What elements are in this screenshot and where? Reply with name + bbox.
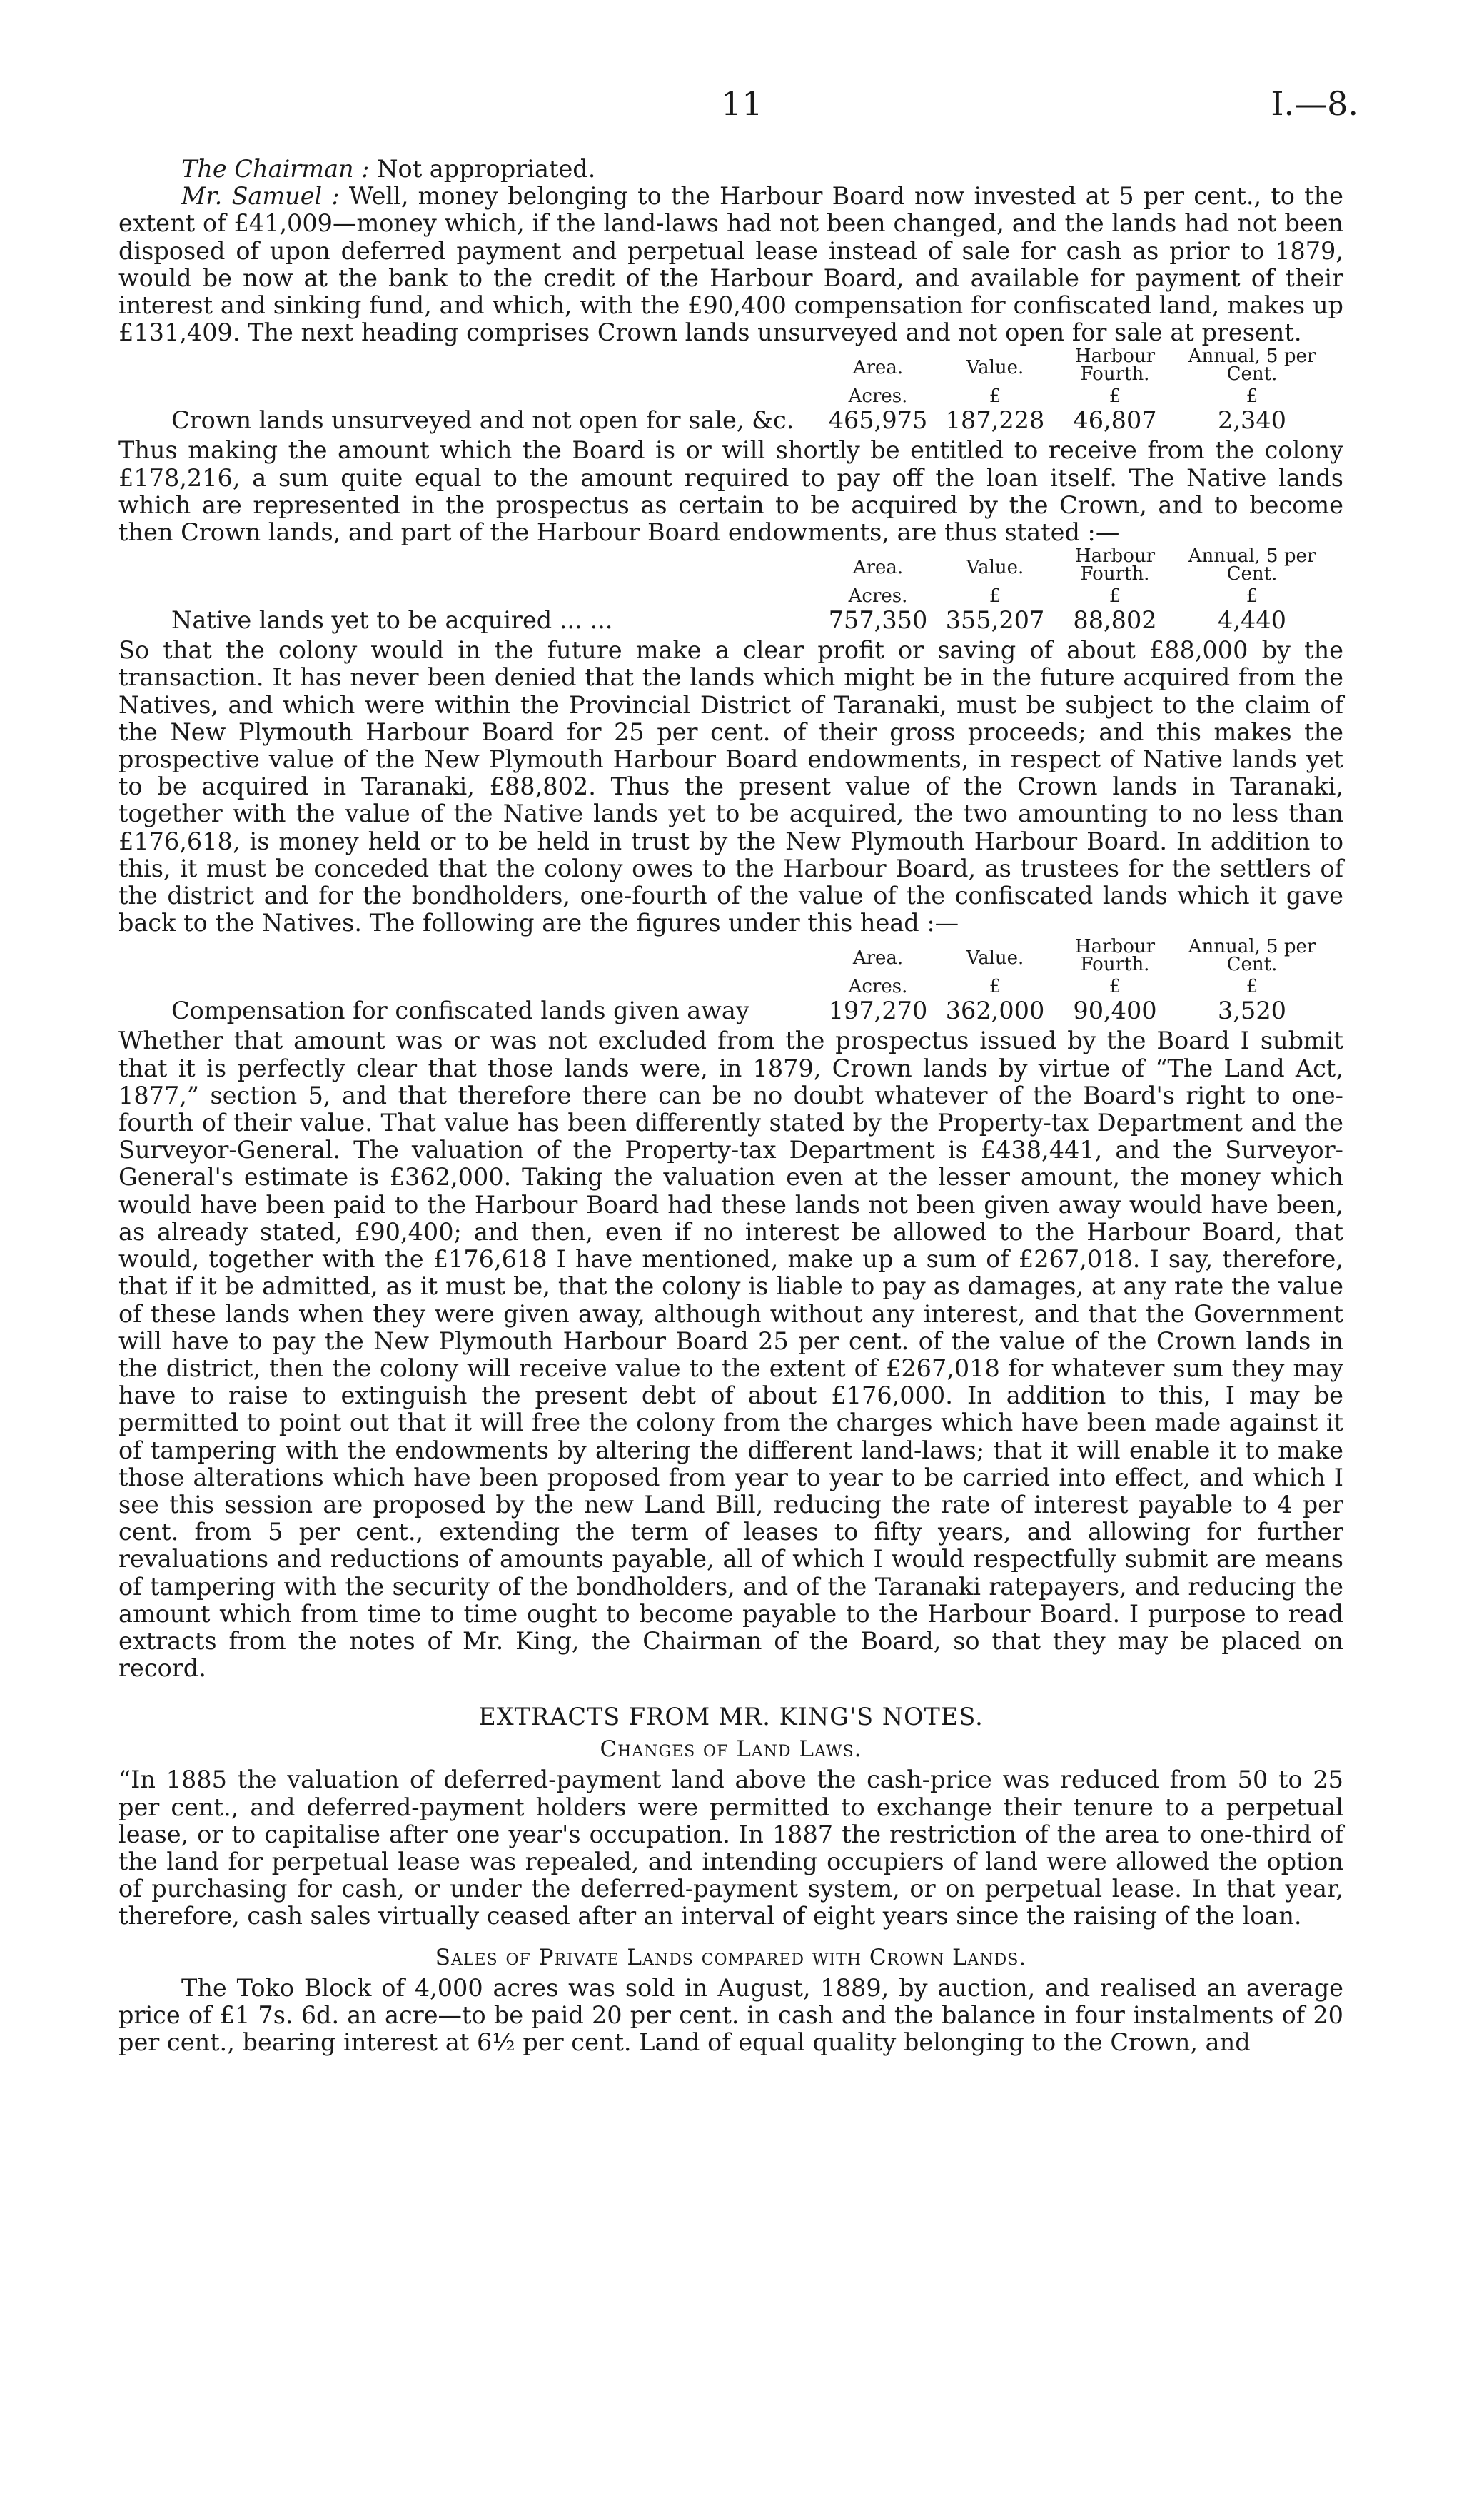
document-reference: I.—8. <box>1271 84 1358 123</box>
row-label: Crown lands unsurveyed and not open for sale, &c. <box>171 406 794 435</box>
unit-area: Acres. <box>848 976 908 998</box>
row-fourth: 46,807 <box>1073 406 1157 435</box>
unit-annual: £ <box>1246 585 1258 608</box>
row-annual: 4,440 <box>1218 606 1286 635</box>
speech-text: Well, money belonging to the Harbour Board now invested at 5 per cent., to the extent of £41,009—money which, if the land-laws had not been changed, and the lands had not been disposed of upon deferred payment and perpetual lease instead of sale for cash as prior to 1879, would be now at the bank to the credit of the Harbour Board, and available for payment of their interest and sinking fund, and which, with the £90,400 compensation for confiscated land, makes up £131,409. The next heading comprises Crown lands unsurveyed and not open for sale at present. <box>118 182 1343 347</box>
unit-value: £ <box>989 585 1001 608</box>
header-value: Value. <box>966 357 1024 379</box>
subsection-heading: Sales of Private Lands compared with Crown Lands. <box>435 1944 1027 1970</box>
compensation-table <box>118 937 1343 1027</box>
header-annual: Annual, 5 per Cent. <box>1188 936 1316 976</box>
unit-annual: £ <box>1246 976 1258 998</box>
header-annual: Annual, 5 per Cent. <box>1188 346 1316 386</box>
page-header <box>0 84 1484 127</box>
header-area: Area. <box>852 357 904 379</box>
header-harbour-fourth: Harbour Fourth. <box>1074 936 1156 976</box>
paragraph: So that the colony would in the future make a clear profit or saving of about £88,000 by the transaction. It has never been denied that the lands which might be in the future acquired from the Natives, and which were within the Provincial District of Taranaki, must be subject to the claim of the New Plymouth Harbour Board for 25 per cent. of their gross proceeds; and this makes the prospective value of the New Plymouth Harbour Board endowments, in respect of Native lands yet to be acquired in Taranaki, £88,802. Thus the present value of the Crown lands in Taranaki, together with the value of the Native lands yet to be acquired, the two amounting to no less than £176,618, is money held or to be held in trust by the New Plymouth Harbour Board. In addition to this, it must be conceded that the colony owes to the Harbour Board, as trustees for the settlers of the district and for the bondholders, one-fourth of the value of the confiscated lands which it gave back to the Natives. The following are the figures under this head :— <box>118 636 1343 937</box>
extract-paragraph: “In 1885 the valuation of deferred-payment land above the cash-price was reduced from 50 to 25 per cent., and deferred-payment holders were permitted to exchange their tenure to a perpetual lease, or to capitalise after one year's occupation. In 1887 the restriction of the area to one-third of the land for perpetual lease was repealed, and intending occupiers of land were allowed the option of purchasing for cash, or under the deferred-payment system, or on perpetual lease. In that year, therefore, cash sales virtually ceased after an interval of eight years since the raising of the loan. <box>118 1766 1343 1930</box>
row-fourth: 88,802 <box>1073 606 1157 635</box>
subsection-heading: Changes of Land Laws. <box>600 1736 862 1763</box>
unit-annual: £ <box>1246 386 1258 408</box>
row-label: Compensation for confiscated lands given away <box>171 997 749 1025</box>
header-area: Area. <box>852 557 904 579</box>
header-annual: Annual, 5 per Cent. <box>1188 545 1316 585</box>
page-number: 11 <box>721 84 763 123</box>
row-annual: 3,520 <box>1218 997 1286 1025</box>
row-area: 465,975 <box>828 406 928 435</box>
unit-value: £ <box>989 976 1001 998</box>
extract-paragraph: The Toko Block of 4,000 acres was sold in August, 1889, by auction, and realised an average price of £1 7s. 6d. an acre—to be paid 20 per cent. in cash and the balance in four instalments of 20 per cent., bearing interest at 6½ per cent. Land of equal quality belonging to the Crown, and <box>118 1973 1343 2056</box>
unit-fourth: £ <box>1109 585 1121 608</box>
speaker-name: Mr. Samuel : <box>181 182 340 211</box>
unit-area: Acres. <box>848 585 908 608</box>
header-value: Value. <box>966 557 1024 579</box>
native-lands-table <box>118 546 1343 637</box>
row-area: 197,270 <box>828 997 928 1025</box>
header-harbour-fourth: Harbour Fourth. <box>1074 545 1156 585</box>
chairman-paragraph <box>118 156 1343 183</box>
paragraph: Thus making the amount which the Board is or will shortly be entitled to receive from the colony £178,216, a sum quite equal to the amount required to pay off the loan itself. The Native lands which are represented in the prospectus as certain to be acquired by the Crown, and to become then Crown lands, and part of the Harbour Board endowments, are thus stated :— <box>118 436 1343 547</box>
crown-lands-table <box>118 346 1343 437</box>
row-area: 757,350 <box>828 606 928 635</box>
paragraph: Whether that amount was or was not excluded from the prospectus issued by the Board I submit that it is perfectly clear that those lands were, in 1879, Crown lands by virtue of “The Land Act, 1877,” section 5, and that therefore there can be no doubt whatever of the Board's right to one-fourth of their value. That value has been differently stated by the Property-tax Department and the Surveyor-General. The valuation of the Property-tax Department is £438,441, and the Surveyor-General's estimate is £362,000. Taking the valuation even at the lesser amount, the money which would have been paid to the Harbour Board had these lands not been given away would have been, as already stated, £90,400; and then, even if no interest be allowed to the Harbour Board, that would, together with the £176,618 I have mentioned, make up a sum of £267,018. I say, therefore, that if it be admitted, as it must be, that the colony is liable to pay as damages, at any rate the value of these lands when they were given away, although without any interest, and that the Government will have to pay the New Plymouth Harbour Board 25 per cent. of the value of the Crown lands in the district, then the colony will receive value to the extent of £267,018 for whatever sum they may have to raise to extinguish the present debt of about £176,000. In addition to this, I may be permitted to point out that it will free the colony from the charges which have been made against it of tampering with the endowments by altering the different land-laws; that it will enable it to make those alterations which have been proposed from year to year to be carried into effect, and which I see this session are proposed by the new Land Bill, reducing the rate of interest payable to 4 per cent. from 5 per cent., extending the term of leases to fifty years, and allowing for further revaluations and reductions of amounts payable, all of which I would respectfully submit are means of tampering with the security of the bondholders, and of the Taranaki ratepayers, and reducing the amount which from time to time ought to become payable to the Harbour Board. I purpose to read extracts from the notes of Mr. King, the Chairman of the Board, so that they may be placed on record. <box>118 1027 1343 1683</box>
unit-fourth: £ <box>1109 386 1121 408</box>
header-value: Value. <box>966 947 1024 970</box>
row-fourth: 90,400 <box>1073 997 1157 1025</box>
section-heading: EXTRACTS FROM MR. KING'S NOTES. <box>478 1703 984 1731</box>
unit-fourth: £ <box>1109 976 1121 998</box>
row-value: 187,228 <box>945 406 1045 435</box>
header-harbour-fourth: Harbour Fourth. <box>1074 346 1156 386</box>
samuel-paragraph <box>118 183 1343 346</box>
unit-value: £ <box>989 386 1001 408</box>
unit-area: Acres. <box>848 386 908 408</box>
header-area: Area. <box>852 947 904 970</box>
row-value: 355,207 <box>945 606 1045 635</box>
document-body <box>118 156 1343 2056</box>
row-label: Native lands yet to be acquired ... ... <box>171 606 613 635</box>
speaker-name: The Chairman : <box>181 155 370 183</box>
speech-text: Not appropriated. <box>369 155 596 183</box>
row-value: 362,000 <box>945 997 1045 1025</box>
row-annual: 2,340 <box>1218 406 1286 435</box>
